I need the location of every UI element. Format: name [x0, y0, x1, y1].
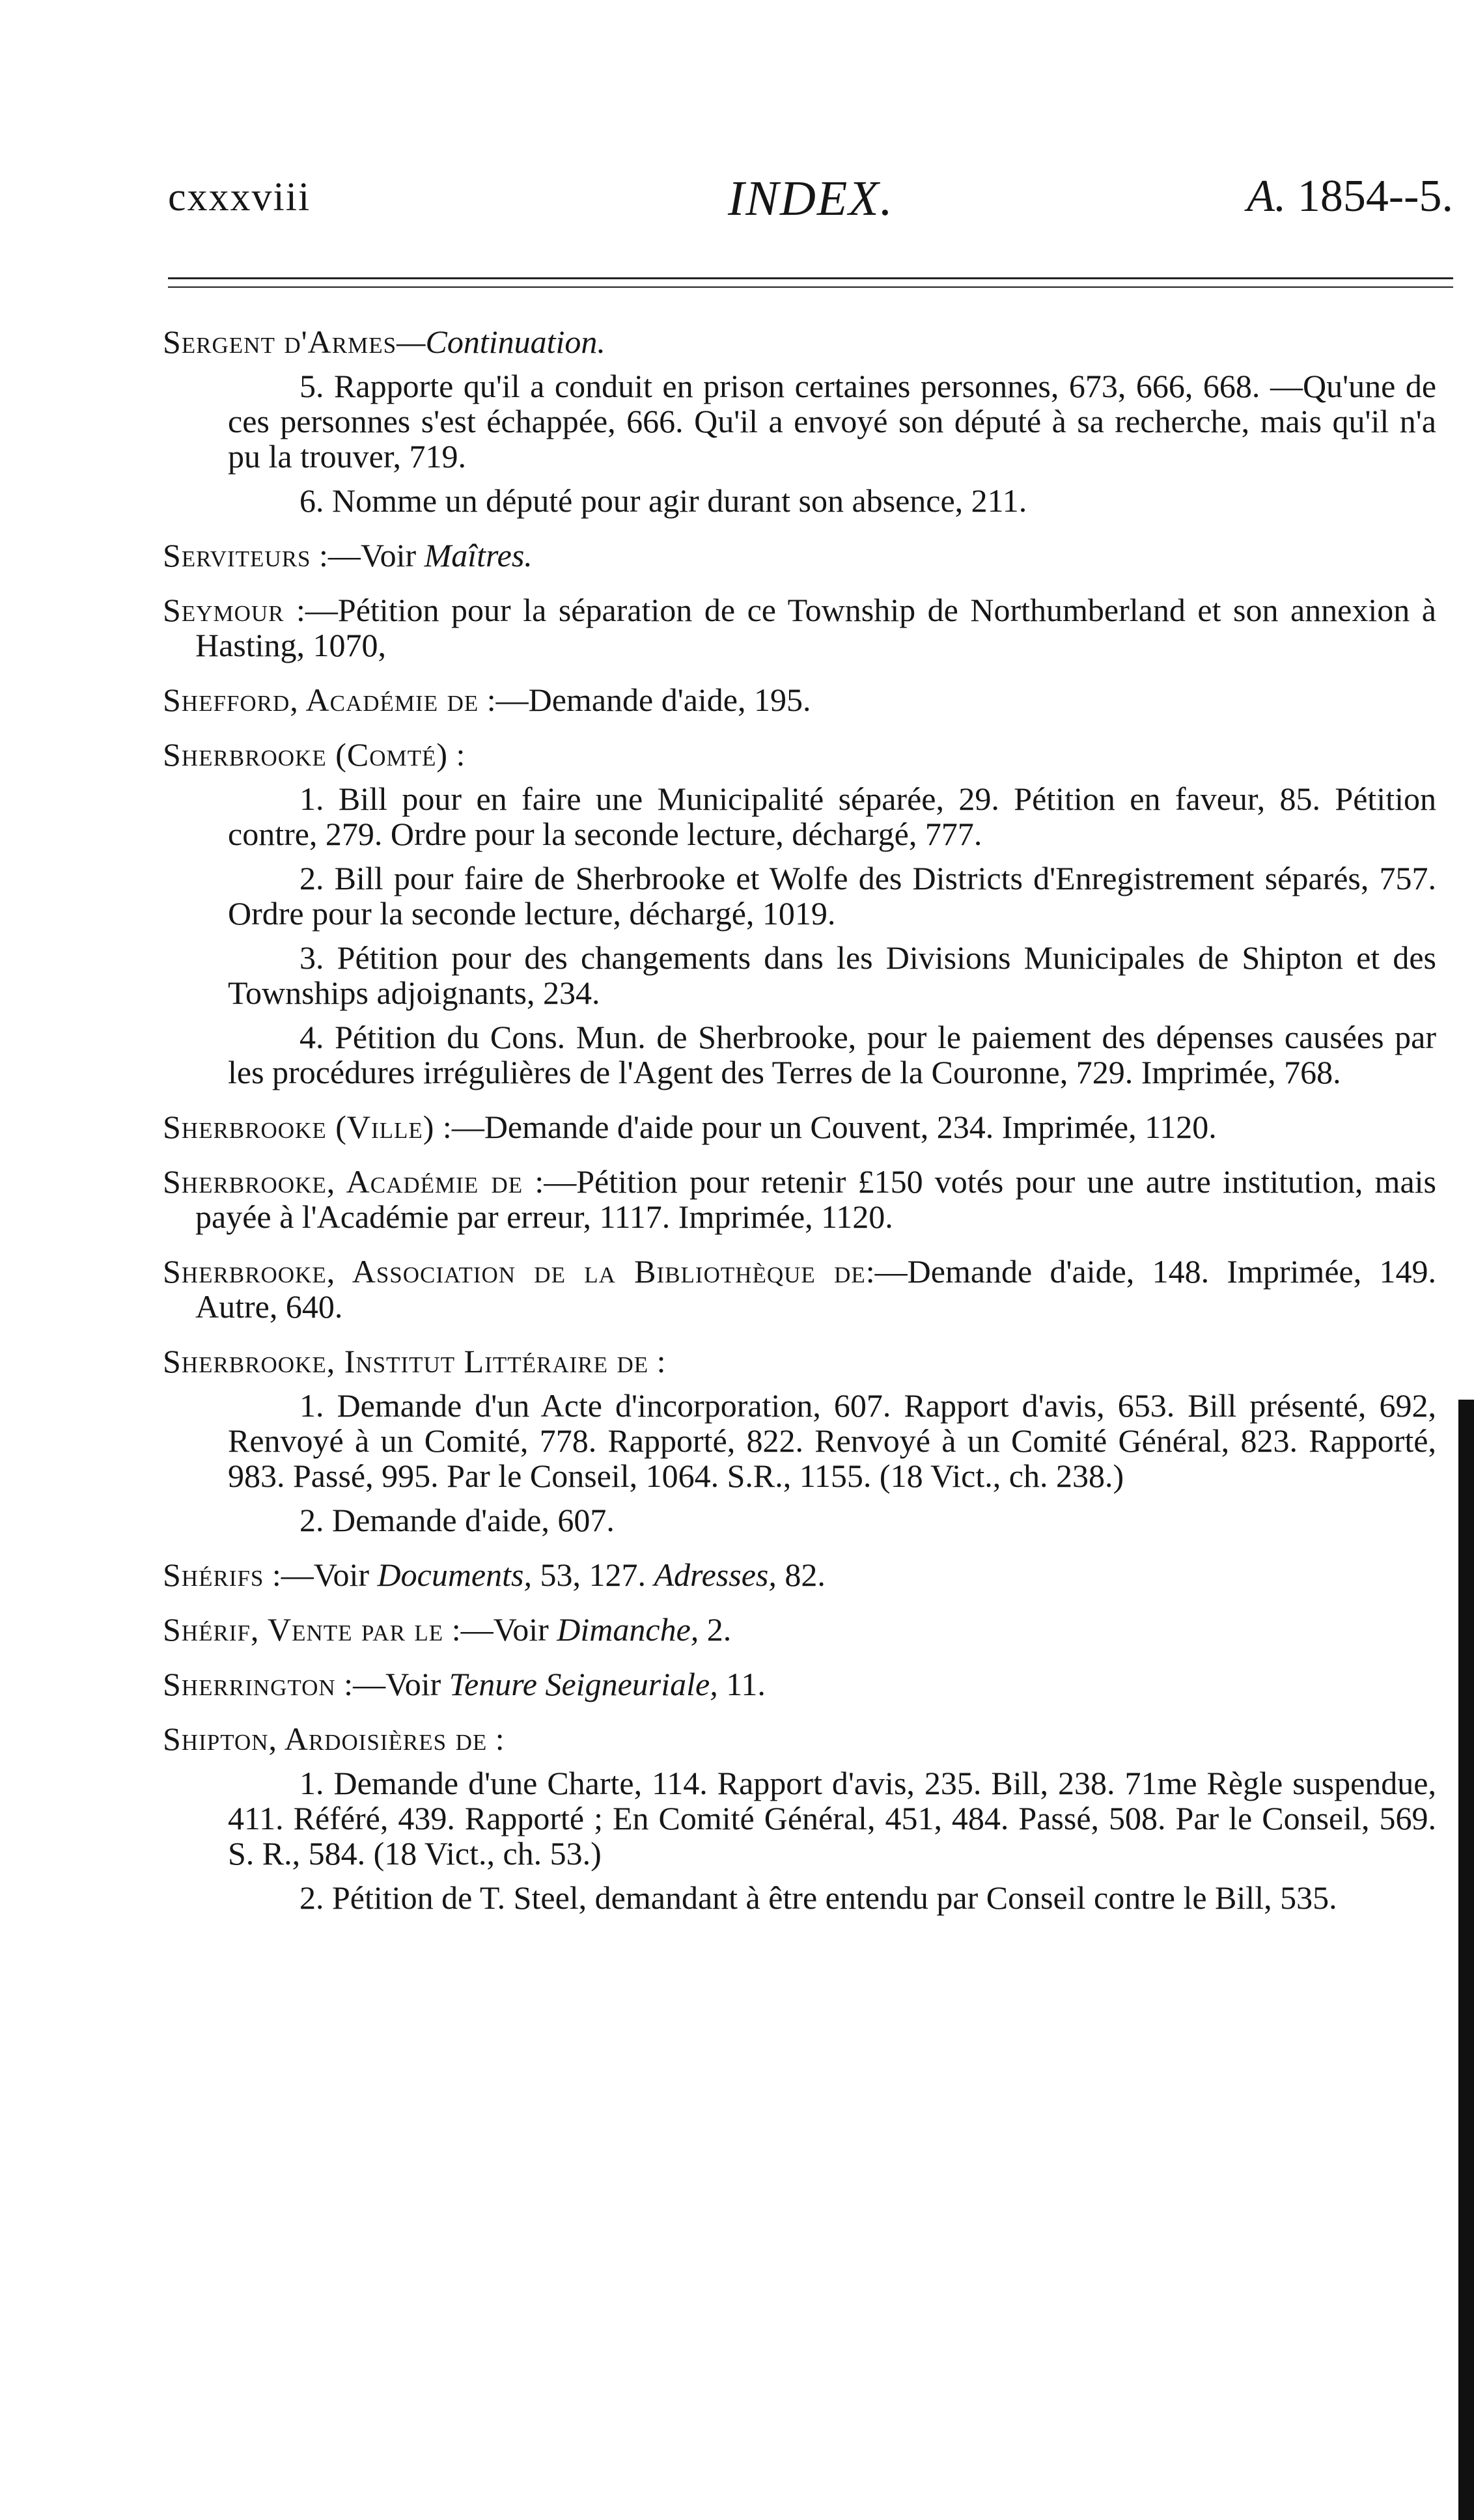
sub-entry [195, 781, 1436, 852]
sub-text: Bill pour en faire une Municipalité séparée, 29. Pétition en faveur, 85. Pétition contre, 279. Ordre pour la seconde lecture, déchargé, 777. [228, 781, 1436, 852]
entry-reference-2: Adresses, [654, 1557, 777, 1593]
index-entry [163, 1612, 1436, 1647]
sub-entry [195, 1880, 1436, 1915]
entry-text: :—Voir [311, 537, 424, 574]
entry-reference: Dimanche, [557, 1611, 699, 1648]
entry-text: :—Demande d'aide, 148. Imprimée, 149. Autre, 640. [195, 1253, 1436, 1325]
index-entry [163, 592, 1436, 663]
index-entry [163, 1109, 1436, 1144]
index-entry [163, 737, 1436, 1090]
year-prefix: A. [1247, 171, 1286, 221]
sub-number: 3. [299, 939, 324, 976]
entry-continuation: —Continuation. [396, 324, 605, 360]
index-entry [163, 1721, 1436, 1915]
entry-text: :—Voir [443, 1611, 557, 1648]
sub-text: Pétition de T. Steel, demandant à être entendu par Conseil contre le Bill, 535. [332, 1879, 1337, 1916]
sub-entry [195, 483, 1436, 518]
session-year [1247, 171, 1453, 223]
entry-heading: Sherbrooke, Institut Littéraire de [163, 1343, 649, 1379]
entry-heading: Shefford, Académie de [163, 682, 479, 718]
sub-text: Bill pour faire de Sherbrooke et Wolfe des Districts d'Enregistrement séparés, 757. Ordre pour la seconde lecture, déchargé, 1019. [228, 860, 1436, 932]
header-rule-bottom [168, 286, 1453, 288]
entry-heading: Sherbrooke (Comté) [163, 736, 449, 773]
entry-text: :—Pétition pour retenir £150 votés pour une autre institution, mais payée à l'Académie par erreur, 1117. Imprimée, 1120. [195, 1163, 1436, 1235]
index-entry [163, 1164, 1436, 1234]
index-entry [163, 1344, 1436, 1538]
sub-entry [195, 368, 1436, 474]
sub-number: 2. [299, 1879, 324, 1916]
entry-heading: Shérifs [163, 1557, 264, 1593]
index-entry [163, 1667, 1436, 1702]
index-entry [163, 682, 1436, 717]
entry-reference: Documents, [377, 1557, 532, 1593]
sub-text: Pétition pour des changements dans les Divisions Municipales de Shipton et des Townships adjoignants, 234. [228, 939, 1436, 1011]
entry-reference: Maîtres. [424, 537, 533, 574]
sub-entry [195, 1019, 1436, 1090]
entry-reference: Tenure Seigneuriale, [449, 1666, 718, 1702]
page-edge-shadow [1458, 1400, 1474, 2520]
entry-text-2: 53, 127. [531, 1557, 654, 1593]
entry-heading: Serviteurs [163, 537, 311, 574]
entry-text: :—Demande d'aide, 195. [479, 682, 811, 718]
sub-text: Nomme un député pour agir durant son absence, 211. [332, 482, 1027, 519]
index-entry [163, 324, 1436, 518]
sub-text: Demande d'aide, 607. [332, 1502, 615, 1538]
index-entries [163, 324, 1436, 1935]
entry-heading: Sherbrooke, Association de la Bibliothèque de [163, 1253, 866, 1290]
entry-text: : [487, 1721, 505, 1757]
page-header [168, 171, 1453, 229]
entry-heading: Sherrington [163, 1666, 336, 1702]
sub-entry [195, 861, 1436, 931]
entry-heading: Seymour [163, 592, 285, 628]
index-entry [163, 538, 1436, 573]
entry-text-2: 2. [699, 1611, 732, 1648]
entry-heading: Sergent d'Armes [163, 324, 397, 360]
page-number: cxxxviii [168, 175, 311, 219]
sub-number: 2. [299, 1502, 324, 1538]
year: 1854--5. [1297, 171, 1453, 221]
sub-number: 1. [299, 1765, 324, 1801]
sub-entry [195, 1502, 1436, 1538]
entry-heading: Shipton, Ardoisières de [163, 1721, 488, 1757]
sub-text: Pétition du Cons. Mun. de Sherbrooke, pour le paiement des dépenses causées par les procédures irrégulières de l'Agent des Terres de la Couronne, 729. Imprimée, 768. [228, 1019, 1436, 1090]
entry-heading: Sherbrooke, Académie de [163, 1163, 523, 1200]
page-title: INDEX. [728, 171, 894, 226]
header-rule-top [168, 277, 1453, 279]
sub-entry [195, 940, 1436, 1010]
sub-number: 5. [299, 368, 324, 404]
sub-number: 4. [299, 1019, 324, 1055]
entry-text: :—Voir [335, 1666, 449, 1702]
entry-heading: Shérif, Vente par le [163, 1611, 444, 1648]
index-entry [163, 1557, 1436, 1592]
entry-text: :—Demande d'aide pour un Couvent, 234. Imprimée, 1120. [434, 1109, 1217, 1145]
sub-number: 6. [299, 482, 324, 519]
sub-number: 1. [299, 1387, 324, 1424]
sub-text: Rapporte qu'il a conduit en prison certaines personnes, 673, 666, 668. —Qu'une de ces personnes s'est échappée, 666. Qu'il a envoyé son député à sa recherche, mais qu'il n'a pu la trouver, 719. [228, 368, 1437, 475]
entry-text: :—Pétition pour la séparation de ce Township de Northumberland et son annexion à Hasting, 1070, [195, 592, 1436, 663]
index-entry [163, 1254, 1436, 1324]
entry-text-2: 11. [717, 1666, 766, 1702]
entry-heading: Sherbrooke (Ville) [163, 1109, 435, 1145]
entry-text: : [648, 1343, 666, 1379]
sub-text: Demande d'un Acte d'incorporation, 607. Rapport d'avis, 653. Bill présenté, 692, Renvoyé à un Comité, 778. Rapporté, 822. Renvoyé à un Comité Général, 823. Rapporté, 983. Passé, 995. Par le Conseil, 1064. S.R., 1155. (18 Vict., ch. 238.) [228, 1387, 1436, 1494]
sub-text: Demande d'une Charte, 114. Rapport d'avis, 235. Bill, 238. 71me Règle suspendue, 411. Référé, 439. Rapporté ; En Comité Général, 451, 484. Passé, 508. Par le Conseil, 569. S. R., 584. (18 Vict., ch. 53.) [228, 1765, 1436, 1872]
sub-entry [195, 1765, 1436, 1871]
entry-text: :—Voir [264, 1557, 378, 1593]
entry-text: : [448, 736, 466, 773]
sub-entry [195, 1388, 1436, 1493]
entry-text-3: 82. [776, 1557, 826, 1593]
sub-number: 1. [299, 781, 324, 817]
sub-number: 2. [299, 860, 324, 896]
